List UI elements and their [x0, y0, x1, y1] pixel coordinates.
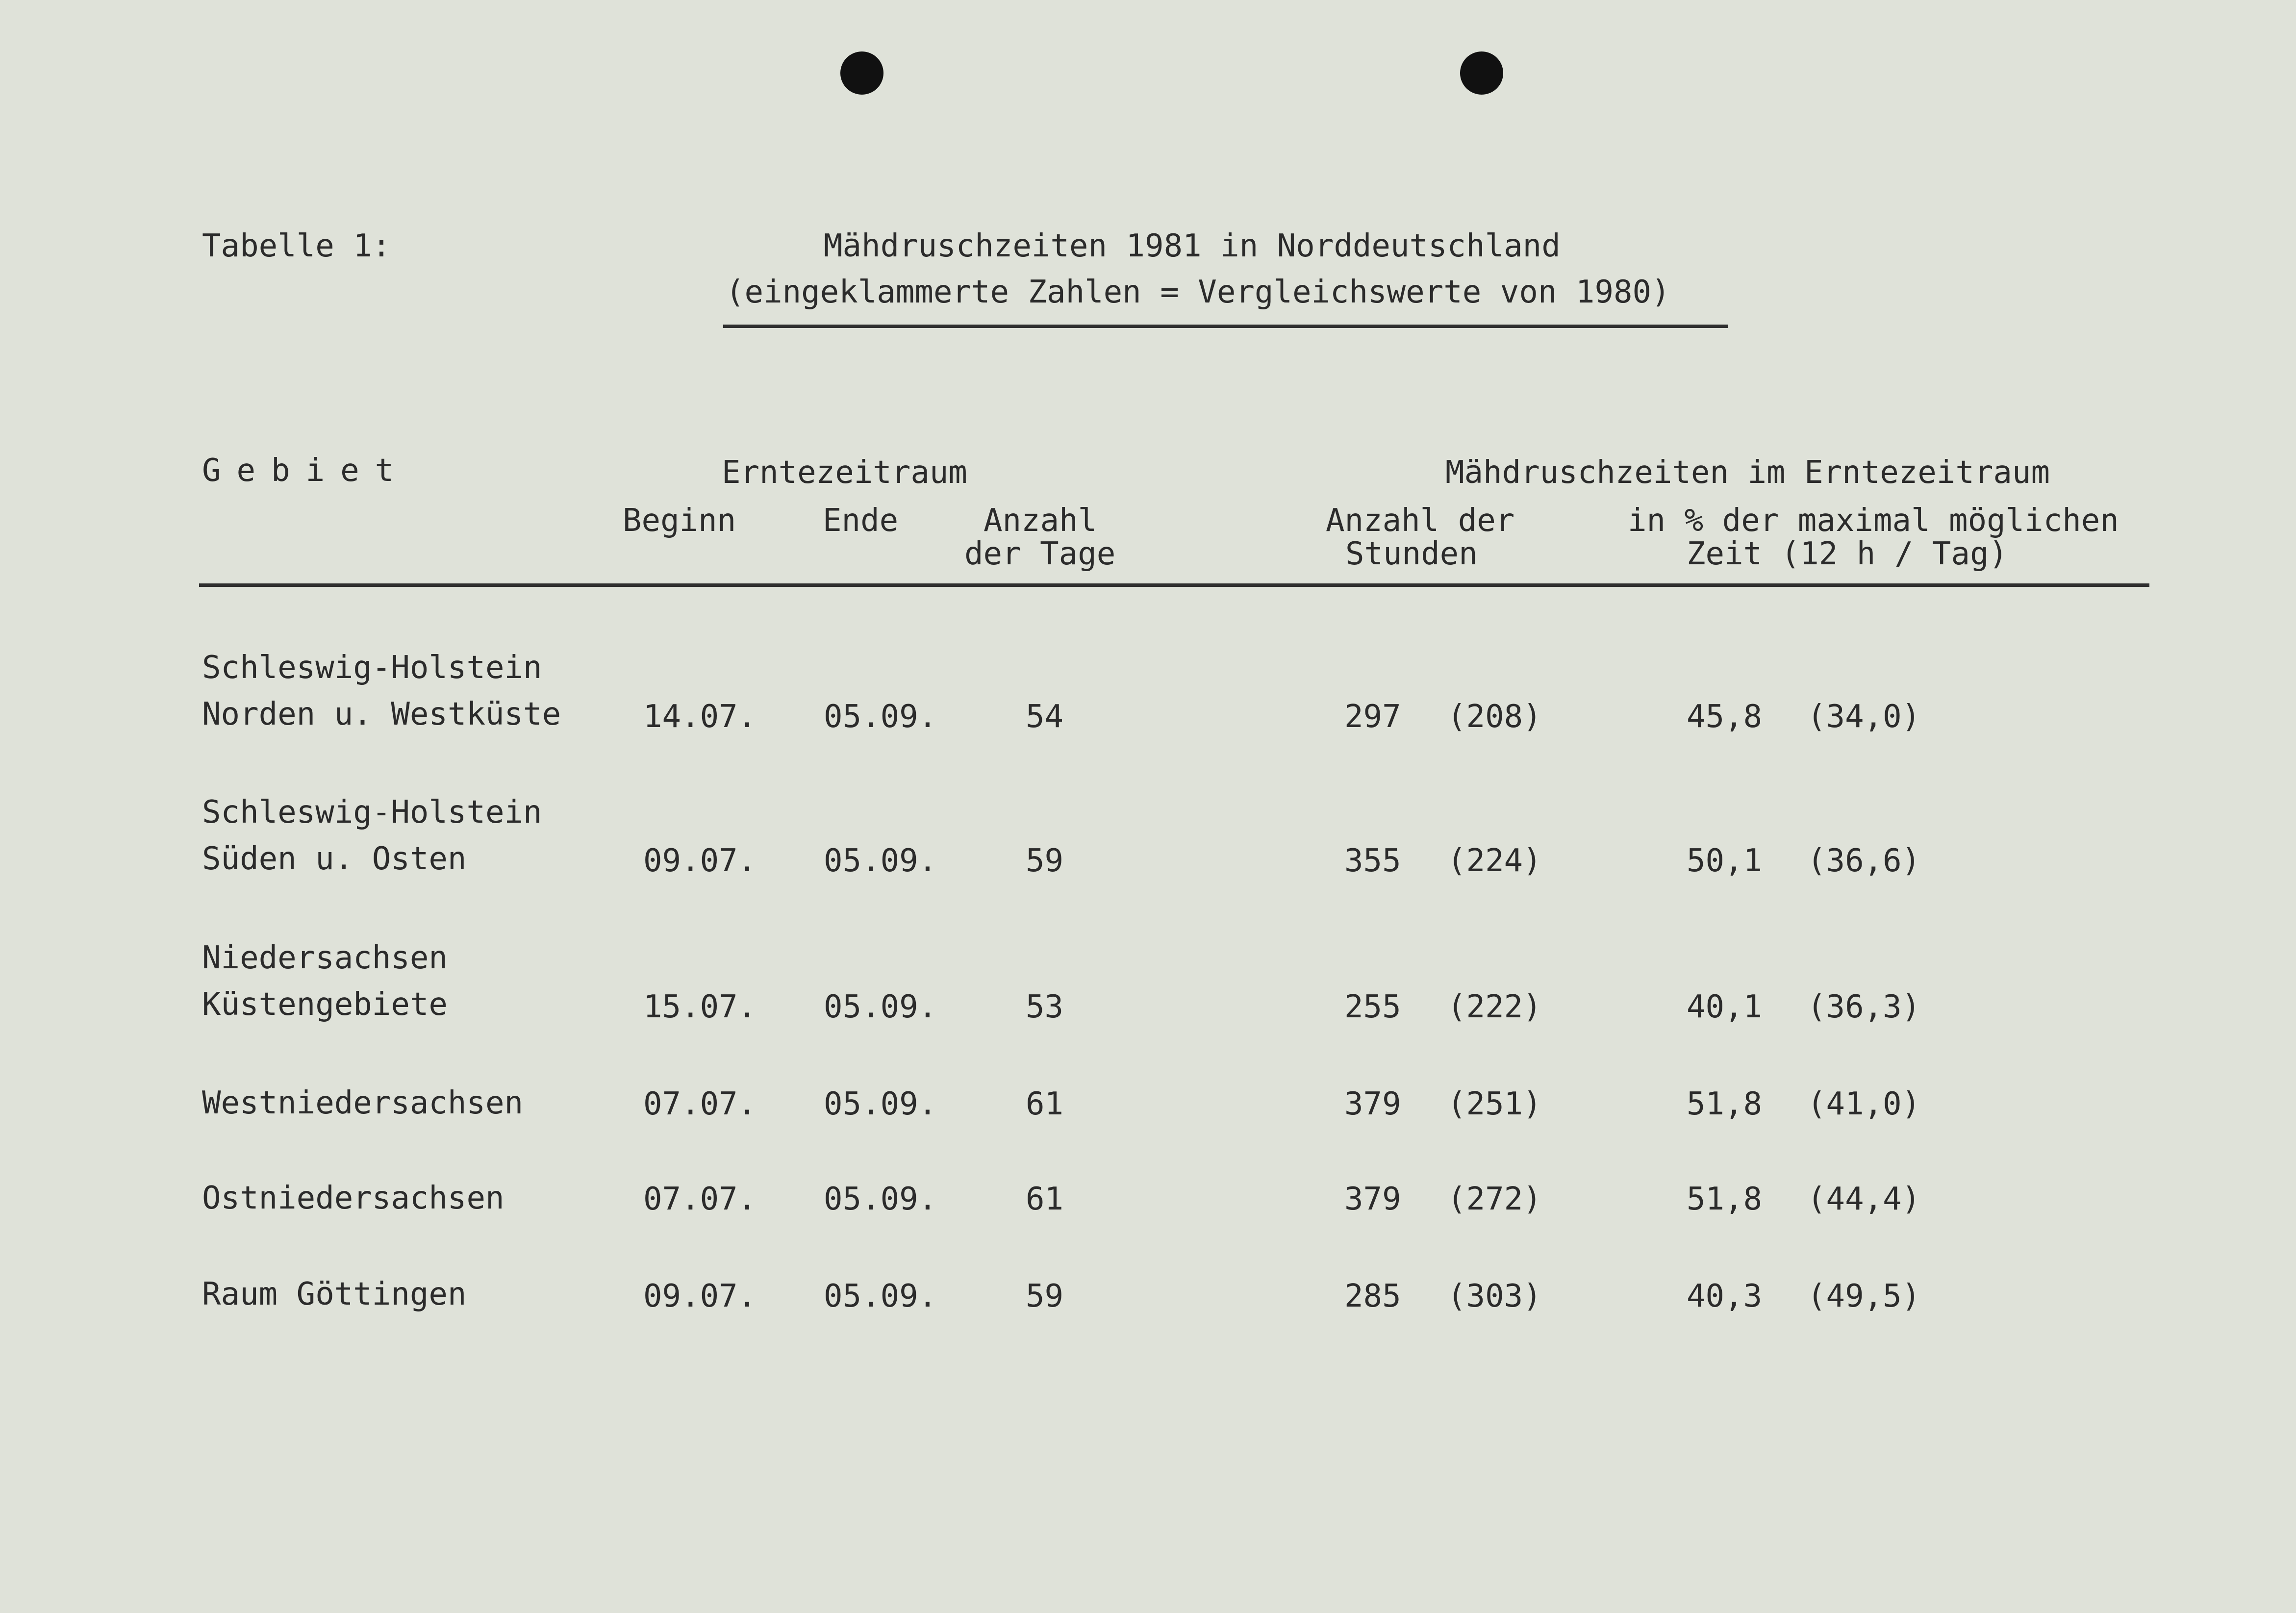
ende-cell: 05.09.: [824, 1086, 937, 1122]
stunden-1980-cell: (208): [1447, 699, 1542, 735]
header-beginn: Beginn: [623, 503, 736, 539]
stunden-1980-cell: (272): [1447, 1181, 1542, 1217]
punch-hole-right: [1460, 51, 1503, 95]
prozent-cell: 51,8: [1687, 1181, 1763, 1217]
header-stunden: Stunden: [1345, 536, 1478, 572]
stunden-1980-cell: (251): [1447, 1086, 1542, 1122]
punch-hole-left: [840, 51, 883, 95]
tage-cell: 54: [1026, 699, 1064, 735]
region-line-2: Ostniedersachsen: [202, 1180, 505, 1216]
region-line-1: Niedersachsen: [202, 940, 448, 976]
region-line-1: Schleswig-Holstein: [202, 650, 542, 686]
prozent-cell: 50,1: [1687, 843, 1763, 879]
region-line-2: Süden u. Osten: [202, 841, 467, 877]
ende-cell: 05.09.: [824, 699, 937, 735]
table-subtitle: (eingeklammerte Zahlen = Vergleichswerte von 1980): [726, 274, 1670, 310]
header-rule: [199, 583, 2149, 587]
beginn-cell: 07.07.: [643, 1086, 757, 1122]
region-line-2: Westniedersachsen: [202, 1085, 524, 1121]
stunden-1980-cell: (303): [1447, 1278, 1542, 1314]
prozent-1980-cell: (44,4): [1807, 1181, 1921, 1217]
region-line-2: Norden u. Westküste: [202, 696, 561, 732]
ende-cell: 05.09.: [824, 1181, 937, 1217]
header-gebiet: Gebiet: [202, 453, 410, 489]
title-underline: [723, 325, 1728, 328]
prozent-1980-cell: (36,3): [1807, 989, 1921, 1025]
ende-cell: 05.09.: [824, 843, 937, 879]
stunden-cell: 379: [1344, 1181, 1401, 1217]
table-title: Mähdruschzeiten 1981 in Norddeutschland: [824, 228, 1561, 264]
prozent-cell: 45,8: [1687, 699, 1763, 735]
prozent-cell: 40,3: [1687, 1278, 1763, 1314]
stunden-1980-cell: (222): [1447, 989, 1542, 1025]
prozent-1980-cell: (41,0): [1807, 1086, 1921, 1122]
tage-cell: 61: [1026, 1086, 1064, 1122]
tage-cell: 61: [1026, 1181, 1064, 1217]
prozent-cell: 40,1: [1687, 989, 1763, 1025]
table-label: Tabelle 1:: [202, 228, 391, 264]
prozent-1980-cell: (34,0): [1807, 699, 1921, 735]
stunden-cell: 255: [1344, 989, 1401, 1025]
ende-cell: 05.09.: [824, 1278, 937, 1314]
stunden-cell: 355: [1344, 843, 1401, 879]
stunden-cell: 297: [1344, 699, 1401, 735]
header-der-tage: der Tage: [964, 536, 1116, 572]
header-maehdruschzeiten: Mähdruschzeiten im Erntezeitraum: [1445, 454, 2050, 491]
header-anzahl: Anzahl: [984, 503, 1097, 539]
stunden-cell: 379: [1344, 1086, 1401, 1122]
tage-cell: 53: [1026, 989, 1064, 1025]
tage-cell: 59: [1026, 843, 1064, 879]
tage-cell: 59: [1026, 1278, 1064, 1314]
prozent-1980-cell: (49,5): [1807, 1278, 1921, 1314]
beginn-cell: 09.07.: [643, 1278, 757, 1314]
prozent-cell: 51,8: [1687, 1086, 1763, 1122]
beginn-cell: 15.07.: [643, 989, 757, 1025]
header-zeit: Zeit (12 h / Tag): [1687, 536, 2008, 572]
region-line-2: Küstengebiete: [202, 986, 448, 1023]
region-line-2: Raum Göttingen: [202, 1276, 467, 1312]
header-erntezeitraum: Erntezeitraum: [722, 454, 967, 491]
beginn-cell: 09.07.: [643, 843, 757, 879]
header-anzahl-der: Anzahl der: [1326, 503, 1515, 539]
header-prozent: in % der maximal möglichen: [1628, 503, 2119, 539]
prozent-1980-cell: (36,6): [1807, 843, 1921, 879]
header-ende: Ende: [823, 503, 899, 539]
stunden-cell: 285: [1344, 1278, 1401, 1314]
stunden-1980-cell: (224): [1447, 843, 1542, 879]
beginn-cell: 07.07.: [643, 1181, 757, 1217]
ende-cell: 05.09.: [824, 989, 937, 1025]
beginn-cell: 14.07.: [643, 699, 757, 735]
region-line-1: Schleswig-Holstein: [202, 794, 542, 831]
